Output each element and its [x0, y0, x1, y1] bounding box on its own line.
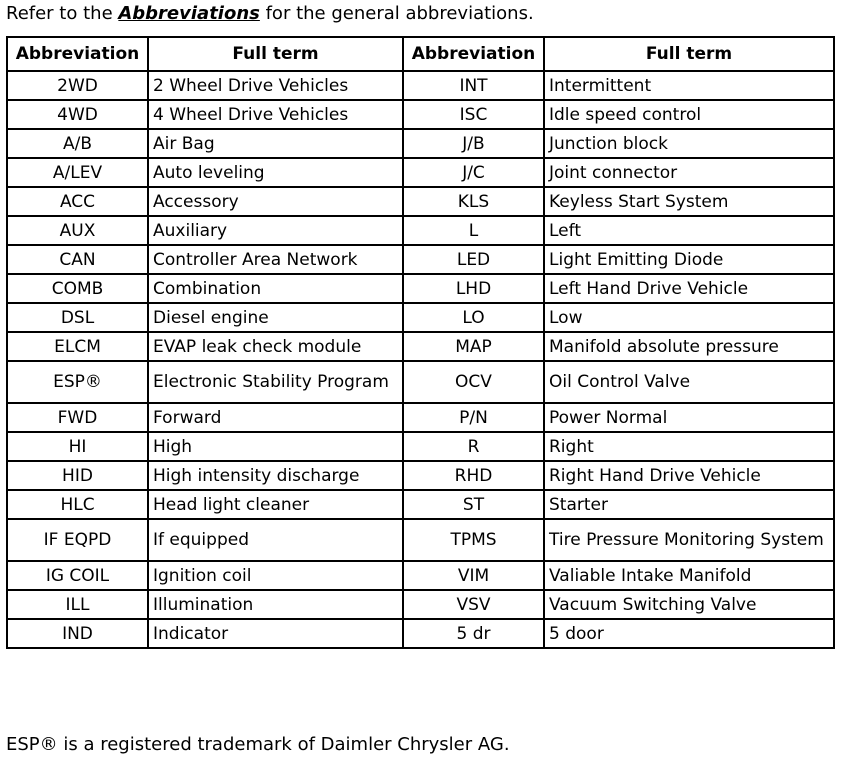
- cell-abbreviation-right: J/B: [403, 129, 544, 158]
- cell-full-term-right: Left Hand Drive Vehicle: [544, 274, 834, 303]
- cell-full-term-right: Valiable Intake Manifold: [544, 561, 834, 590]
- cell-abbreviation-right: P/N: [403, 403, 544, 432]
- table-row: [7, 519, 834, 561]
- cell-abbreviation-left: FWD: [7, 403, 148, 432]
- table-body: [7, 71, 834, 648]
- cell-abbreviation-right: R: [403, 432, 544, 461]
- cell-abbreviation-left: HI: [7, 432, 148, 461]
- abbreviations-link[interactable]: Abbreviations: [118, 3, 260, 24]
- cell-full-term-right: Low: [544, 303, 834, 332]
- table-row: [7, 432, 834, 461]
- cell-full-term-left: Head light cleaner: [148, 490, 403, 519]
- cell-full-term-right: Tire Pressure Monitoring System: [544, 519, 834, 561]
- cell-full-term-right: Intermittent: [544, 71, 834, 100]
- cell-full-term-left: Auto leveling: [148, 158, 403, 187]
- cell-full-term-right: Manifold absolute pressure: [544, 332, 834, 361]
- table-row: [7, 590, 834, 619]
- cell-full-term-left: Illumination: [148, 590, 403, 619]
- cell-abbreviation-right: KLS: [403, 187, 544, 216]
- cell-full-term-right: Power Normal: [544, 403, 834, 432]
- cell-abbreviation-right: TPMS: [403, 519, 544, 561]
- intro-text: [6, 2, 534, 26]
- table-row: [7, 129, 834, 158]
- cell-full-term-left: Accessory: [148, 187, 403, 216]
- intro-prefix: Refer to the: [6, 3, 119, 24]
- header-full-term-left: Full term: [148, 37, 403, 71]
- cell-full-term-left: Air Bag: [148, 129, 403, 158]
- header-abbreviation-right: Abbreviation: [403, 37, 544, 71]
- trademark-footnote: ESP® is a registered trademark of Daimler Chrysler AG.: [6, 734, 510, 755]
- cell-full-term-right: Right Hand Drive Vehicle: [544, 461, 834, 490]
- abbreviation-table: [6, 36, 835, 649]
- table-row: [7, 187, 834, 216]
- table-row: [7, 332, 834, 361]
- cell-abbreviation-left: HID: [7, 461, 148, 490]
- cell-abbreviation-right: LED: [403, 245, 544, 274]
- cell-abbreviation-right: RHD: [403, 461, 544, 490]
- cell-full-term-right: Keyless Start System: [544, 187, 834, 216]
- cell-full-term-left: High: [148, 432, 403, 461]
- cell-full-term-right: Left: [544, 216, 834, 245]
- cell-abbreviation-left: ESP®: [7, 361, 148, 403]
- table-row: [7, 361, 834, 403]
- cell-abbreviation-right: ST: [403, 490, 544, 519]
- cell-abbreviation-right: ISC: [403, 100, 544, 129]
- cell-full-term-left: Indicator: [148, 619, 403, 648]
- cell-full-term-right: Joint connector: [544, 158, 834, 187]
- cell-full-term-right: Oil Control Valve: [544, 361, 834, 403]
- cell-abbreviation-left: ACC: [7, 187, 148, 216]
- cell-abbreviation-left: 4WD: [7, 100, 148, 129]
- cell-abbreviation-left: A/LEV: [7, 158, 148, 187]
- table-row: [7, 403, 834, 432]
- header-full-term-right: Full term: [544, 37, 834, 71]
- cell-abbreviation-right: J/C: [403, 158, 544, 187]
- cell-abbreviation-right: LO: [403, 303, 544, 332]
- cell-abbreviation-right: 5 dr: [403, 619, 544, 648]
- cell-full-term-right: 5 door: [544, 619, 834, 648]
- header-abbreviation-left: Abbreviation: [7, 37, 148, 71]
- cell-full-term-right: Vacuum Switching Valve: [544, 590, 834, 619]
- cell-full-term-right: Starter: [544, 490, 834, 519]
- cell-abbreviation-left: ELCM: [7, 332, 148, 361]
- cell-full-term-right: Junction block: [544, 129, 834, 158]
- cell-full-term-left: Ignition coil: [148, 561, 403, 590]
- table-row: [7, 216, 834, 245]
- cell-full-term-left: Combination: [148, 274, 403, 303]
- table-row: [7, 490, 834, 519]
- cell-abbreviation-left: AUX: [7, 216, 148, 245]
- cell-abbreviation-left: 2WD: [7, 71, 148, 100]
- cell-full-term-right: Right: [544, 432, 834, 461]
- table-header-row: [7, 37, 834, 71]
- cell-abbreviation-right: VIM: [403, 561, 544, 590]
- cell-full-term-left: Electronic Stability Program: [148, 361, 403, 403]
- cell-abbreviation-right: INT: [403, 71, 544, 100]
- cell-abbreviation-left: ILL: [7, 590, 148, 619]
- table-row: [7, 303, 834, 332]
- cell-full-term-left: 4 Wheel Drive Vehicles: [148, 100, 403, 129]
- cell-full-term-left: If equipped: [148, 519, 403, 561]
- cell-full-term-left: 2 Wheel Drive Vehicles: [148, 71, 403, 100]
- intro-suffix: for the general abbreviations.: [259, 3, 534, 24]
- cell-abbreviation-left: A/B: [7, 129, 148, 158]
- cell-full-term-right: Light Emitting Diode: [544, 245, 834, 274]
- cell-abbreviation-right: MAP: [403, 332, 544, 361]
- cell-full-term-left: EVAP leak check module: [148, 332, 403, 361]
- cell-full-term-left: High intensity discharge: [148, 461, 403, 490]
- cell-abbreviation-left: IG COIL: [7, 561, 148, 590]
- cell-abbreviation-left: CAN: [7, 245, 148, 274]
- cell-abbreviation-left: IND: [7, 619, 148, 648]
- table-row: [7, 274, 834, 303]
- table-row: [7, 71, 834, 100]
- cell-full-term-right: Idle speed control: [544, 100, 834, 129]
- cell-abbreviation-left: IF EQPD: [7, 519, 148, 561]
- cell-abbreviation-right: L: [403, 216, 544, 245]
- cell-full-term-left: Diesel engine: [148, 303, 403, 332]
- table-row: [7, 245, 834, 274]
- cell-full-term-left: Forward: [148, 403, 403, 432]
- cell-abbreviation-right: LHD: [403, 274, 544, 303]
- cell-abbreviation-right: VSV: [403, 590, 544, 619]
- table-row: [7, 461, 834, 490]
- table-row: [7, 100, 834, 129]
- cell-abbreviation-right: OCV: [403, 361, 544, 403]
- table-row: [7, 561, 834, 590]
- table-row: [7, 158, 834, 187]
- cell-full-term-left: Auxiliary: [148, 216, 403, 245]
- table-row: [7, 619, 834, 648]
- cell-abbreviation-left: COMB: [7, 274, 148, 303]
- cell-abbreviation-left: DSL: [7, 303, 148, 332]
- cell-abbreviation-left: HLC: [7, 490, 148, 519]
- cell-full-term-left: Controller Area Network: [148, 245, 403, 274]
